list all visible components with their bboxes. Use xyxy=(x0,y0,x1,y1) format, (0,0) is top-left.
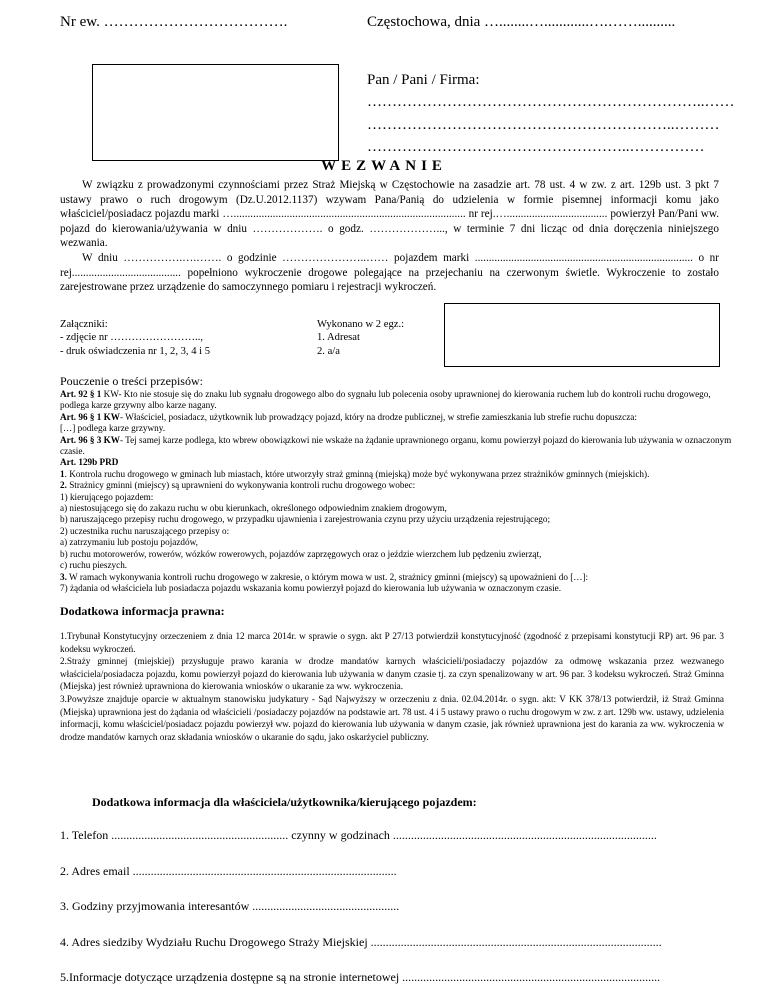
addressee-label: Pan / Pani / Firma: xyxy=(367,72,480,88)
copies-label: Wykonano w 2 egz.: xyxy=(317,319,405,330)
addressee-line-1: …………………………………………………………..…… xyxy=(367,94,735,110)
instruction-text xyxy=(60,389,740,594)
art129b-p1-number: 1 xyxy=(60,468,65,479)
art92-heading: Art. 92 § 1 xyxy=(60,389,102,399)
device-info-line: 5.Informacje dotyczące urządzenia dostępne są na stronie internetowej ...................................................................................... xyxy=(60,970,661,984)
document-title: WEZWANIE xyxy=(321,158,447,174)
list-item: b) naruszającego przepisy ruchu drogowego, w przypadku ujawnienia i zarejestrowania czynu przy użyciu urządzenia rejestrującego; xyxy=(60,514,551,525)
addressee-line-3: ……………………………………………..…………… xyxy=(367,139,705,155)
legal-paragraph-3: 3.Powyższe znajduje oparcie w aktualnym stanowisku judykatury - Sąd Najwyższy w orzeczeniu z dnia. 02.04.2014r. o sygn. akt: V KK 378/13 potwierdził, iż Straż Gminna (Miejska) uprawniona jest do żądania od właścicieli /posiadaczy pojazdów na podstawie art. 78 ust. 4 i 5 ustawy prawo o ruchu drogowym w zw. z art. 129b ww. ustawy, udzielenia informacji, komu właściciel/posiadacz pojazdu powierzył ww. pojazd do kierowania lub używania w danym czasie, jak również uprawniona jest do karania za ww. wykroczenia w drodze mandatów karnych oraz składania wniosków o ukaranie do sądu, jako oskarżyciel publiczny. xyxy=(60,693,724,742)
list-item: a) niestosującego się do zakazu ruchu w obu kierunkach, określonego odpowiednim znakiem drogowym, xyxy=(60,503,447,514)
list-item: a) zatrzymaniu lub postoju pojazdów, xyxy=(60,537,198,548)
list-item: 7) żądania od właściciela lub posiadacza pojazdu wskazania komu powierzył pojazd do kierowania lub używania w oznaczonym czasie. xyxy=(60,582,562,593)
place-and-date: Częstochowa, dnia …........…............….…….......... xyxy=(367,14,676,30)
legal-paragraph-2: 2.Straży gminnej (miejskiej) przysługuje prawo karania w drodze mandatów karnych właścicieli/posiadaczy pojazdów za odmowę wskazania przez wezwanego właściciela/posiadacza pojazdu, komu powierzył pojazd do kierowania lub używania w danym czasie tj. za czyn spenalizowany w art. 96 par. 3 kodeksu wykroczeń. Straż Gminna (Miejska) jest również uprawniona do kierowania wniosków o ukaranie za ww. wykroczenia. xyxy=(60,656,724,692)
art96-3-heading: Art. 96 § 3 KW xyxy=(60,434,120,445)
summons-paragraph-1: W związku z prowadzonymi czynnościami przez Straż Miejską w Częstochowie na zasadzie art. 78 ust. 4 w zw. z art. 129b ust. 3 pkt 7 ustawy prawo o ruch drogowym (Dz.U.2012.1137) wzywam Pana/Panią do udzielenia w formie pisemnej informacji komu jako właściciel/posiadacz pojazdu marki …................................................................................... nr rej.….................................... powierzył Pan/Pani ww. pojazd do kierowania/używania w dniu ………………. o godz. ………………..., w terminie 7 dni licząc od dnia doręczenia niniejszego wezwania. xyxy=(60,179,719,250)
art129b-heading: Art. 129b PRD xyxy=(60,457,119,468)
record-number: Nr ew. ………………………………. xyxy=(60,14,288,30)
art129b-p1-text: . Kontrola ruchu drogowego w gminach lub miastach, które utworzyły straż gminną (miejską) może być wykonywana przez strażników gminnych (miejskich). xyxy=(64,468,650,479)
addressee-line-2: ……………………………………………………..……… xyxy=(367,117,720,133)
list-item: c) ruchu pieszych. xyxy=(60,560,128,571)
list-item: 1) kierującego pojazdem: xyxy=(60,491,154,502)
phone-line: 1. Telefon ........................................................... czynny w godzinach ........................................................................................ xyxy=(60,828,657,842)
art129b-p2-number: 2. xyxy=(60,480,67,491)
owner-info-title: Dodatkowa informacja dla właściciela/użytkownika/kierującego pojazdem: xyxy=(92,795,477,809)
art129b-p2-text: Strażnicy gminni (miejscy) są uprawnieni do wykonywania kontroli ruchu drogowego wobec: xyxy=(66,480,416,491)
instruction-title: Pouczenie o treści przepisów: xyxy=(60,374,203,388)
attachments xyxy=(60,318,210,358)
list-item: 2) uczestnika ruchu naruszającego przepisy o: xyxy=(60,525,230,536)
office-hours-line: 3. Godziny przyjmowania interesantów ................................................. xyxy=(60,899,400,913)
art129b-p3-number: 3. xyxy=(60,571,67,582)
legal-info xyxy=(60,630,724,743)
art96-1-continuation: […] podlega karze grzywny. xyxy=(60,423,166,434)
copy-archive: 2. a/a xyxy=(317,345,340,357)
office-address-line: 4. Adres siedziby Wydziału Ruchu Drogowego Straży Miejskiej ................................................................................................. xyxy=(60,935,662,949)
copies xyxy=(317,318,404,358)
signature-box xyxy=(444,303,720,367)
attachments-label: Załączniki: xyxy=(60,319,108,330)
list-item: b) ruchu motorowerów, rowerów, wózków rowerowych, pojazdów zaprzęgowych oraz o jeździe wierzchem lub pędzeniu zwierząt, xyxy=(60,548,542,559)
art92-text: KW- Kto nie stosuje się do znaku lub sygnału drogowego albo do sygnału lub polecenia osoby uprawnionej do kierowania ruchem lub do kontroli ruchu drogowego, podlega karze grzywny albo karze nagany. xyxy=(60,389,711,411)
stamp-box xyxy=(92,64,339,161)
art96-3-text: - Tej samej karze podlega, kto wbrew obowiązkowi nie wskaże na żądanie uprawnionego organu, komu powierzył pojazd do kierowania lub używania w oznaczonym czasie. xyxy=(60,434,732,457)
attachment-forms: - druk oświadczenia nr 1, 2, 3, 4 i 5 xyxy=(60,345,211,357)
art129b-p3-text: W ramach wykonywania kontroli ruchu drogowego w zakresie, o którym mowa w ust. 2, strażnicy gminni (miejscy) są upoważnieni do […]: xyxy=(66,571,589,582)
copy-addressee: 1. Adresat xyxy=(317,332,360,344)
art96-1-heading: Art. 96 § 1 KW xyxy=(60,411,120,422)
attachment-photo: - zdjęcie nr …………………….., xyxy=(60,332,203,344)
summons-body xyxy=(60,178,719,295)
art96-1-text: - Właściciel, posiadacz, użytkownik lub prowadzący pojazd, który na drodze publicznej, w strefie zamieszkania lub strefie ruchu dopuszcza: xyxy=(119,411,637,422)
email-line: 2. Adres email ........................................................................................ xyxy=(60,864,397,878)
summons-paragraph-2: W dniu …………….….……. o godzinie …………………..…… pojazdem marki .............................................................................. o nr rej....................................... popełniono wykroczenie drogowe polegające na przejechaniu na czerwonym świetle. Wykroczenie to zostało zarejestrowane przez urządzenie do samoczynnego pomiaru i rejestracji wykroczeń. xyxy=(60,251,719,294)
legal-paragraph-1: 1.Trybunał Konstytucyjny orzeczeniem z dnia 12 marca 2014r. w sprawie o sygn. akt P 27/13 potwierdził konstytucyjność (zgodność z przepisami konstytucji RP) art. 96 par. 3 kodeksu wykroczeń. xyxy=(60,631,724,654)
legal-info-title: Dodatkowa informacja prawna: xyxy=(60,604,225,618)
